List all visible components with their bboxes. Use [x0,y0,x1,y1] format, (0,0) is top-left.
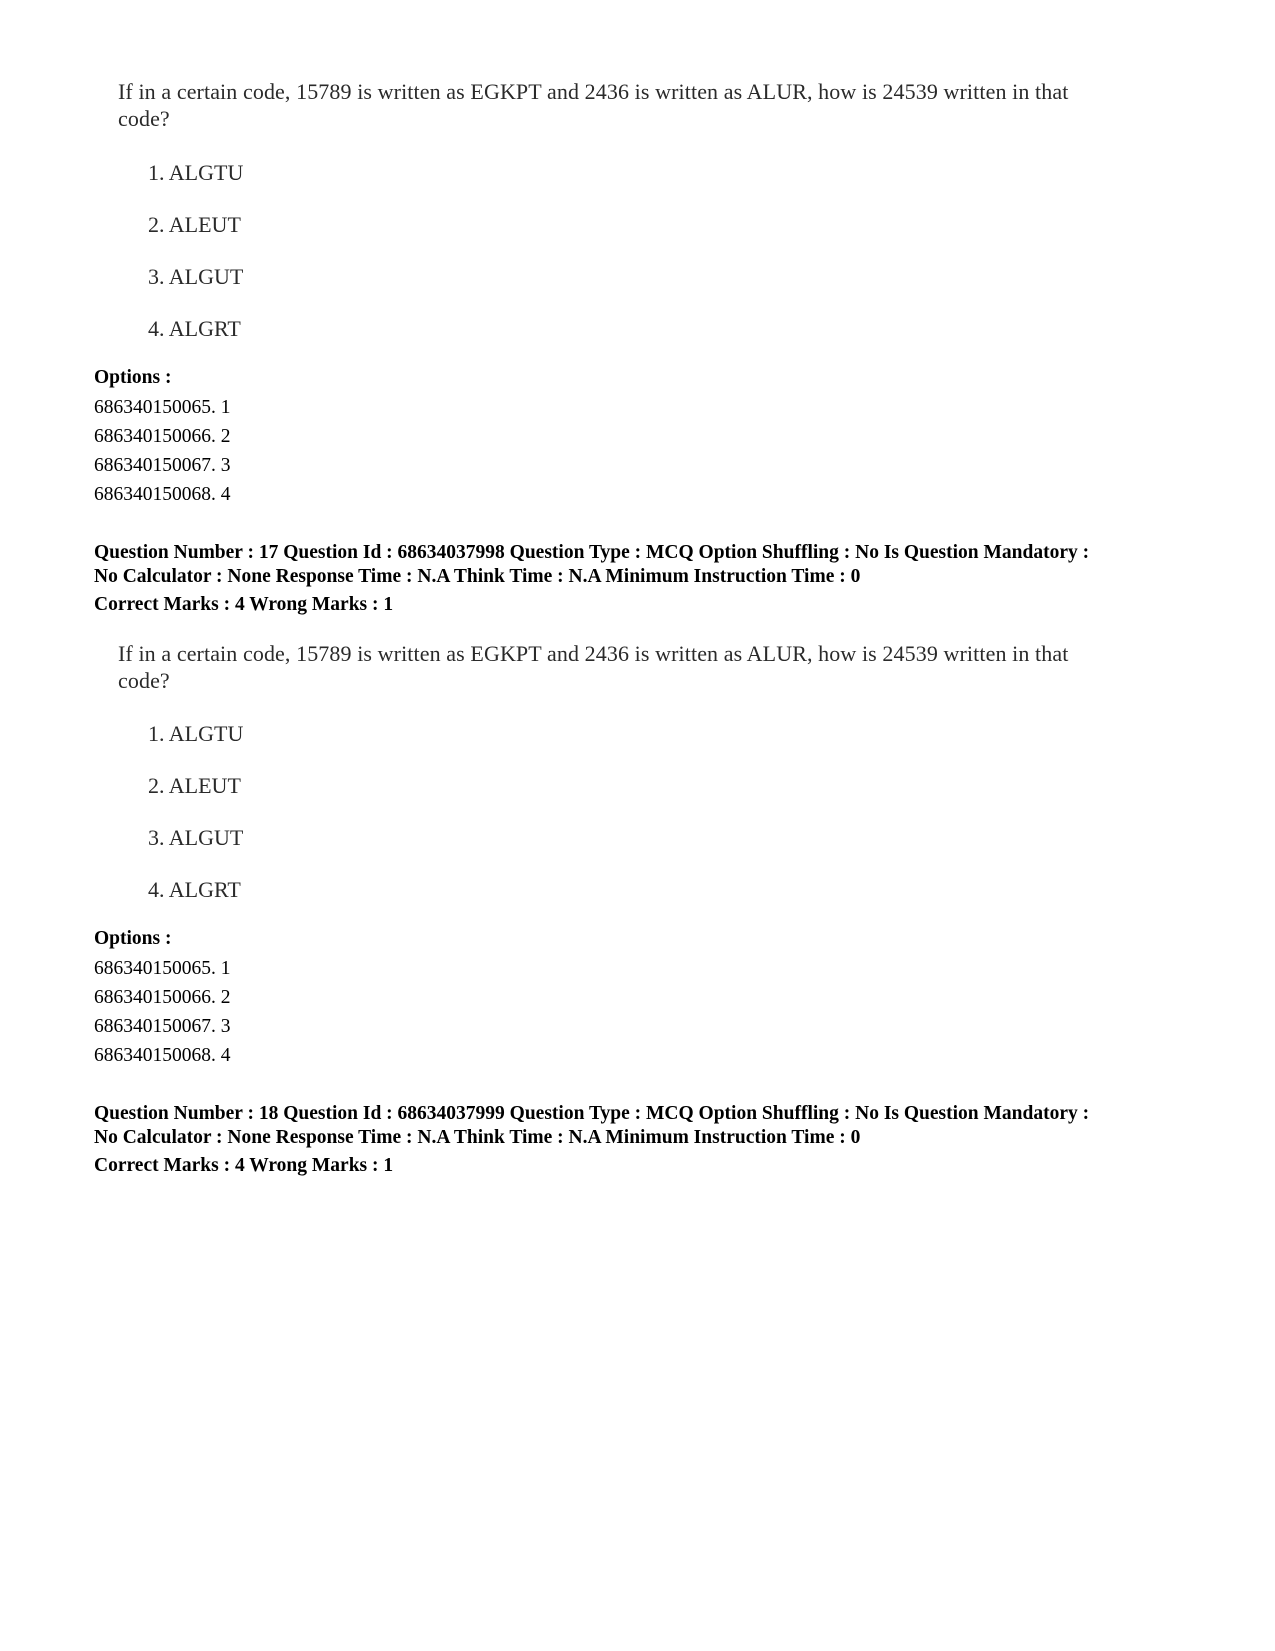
option-line: 686340150067. 3 [94,1016,231,1037]
question-17-meta-line2: No Calculator : None Response Time : N.A Think Time : N.A Minimum Instruction Time : 0 [94,566,861,587]
options-label: Options : [94,928,172,949]
option-line: 686340150066. 2 [94,426,231,447]
question-18-meta-line1: Question Number : 18 Question Id : 68634037999 Question Type : MCQ Option Shuffling : No Is Question Mandatory : [94,1103,1090,1124]
option-line: 686340150065. 1 [94,397,231,418]
question-17-image [118,640,1178,902]
question-17-meta-line1: Question Number : 17 Question Id : 68634037998 Question Type : MCQ Option Shuffling : No Is Question Mandatory : [94,542,1090,563]
question-17-header [94,541,1214,617]
question-16-text-line2: code? [118,106,170,131]
question-18-meta-line2: No Calculator : None Response Time : N.A Think Time : N.A Minimum Instruction Time : 0 [94,1127,861,1148]
question-16-choice-4: 4. ALGRT [148,316,241,341]
option-line: 686340150067. 3 [94,455,231,476]
question-17-marks: Correct Marks : 4 Wrong Marks : 1 [94,594,394,615]
question-17-choice-3: 3. ALGUT [148,825,244,850]
question-18-marks: Correct Marks : 4 Wrong Marks : 1 [94,1155,394,1176]
option-line: 686340150068. 4 [94,484,231,505]
option-line: 686340150068. 4 [94,1045,231,1066]
question-16-choice-1: 1. ALGTU [148,160,244,185]
question-16-choice-3: 3. ALGUT [148,264,244,289]
option-line: 686340150066. 2 [94,987,231,1008]
question-17-text-line1: If in a certain code, 15789 is written as EGKPT and 2436 is written as ALUR, how is 24539 written in that [118,641,1069,666]
question-16-options [94,366,1214,509]
question-16-image [118,78,1178,341]
question-17-text-line2: code? [118,668,170,693]
question-17-choice-2: 2. ALEUT [148,773,241,798]
question-18-header [94,1102,1214,1178]
question-17-options [94,927,1214,1070]
question-17-choice-1: 1. ALGTU [148,721,244,746]
options-label: Options : [94,367,172,388]
question-16-choice-2: 2. ALEUT [148,212,241,237]
option-line: 686340150065. 1 [94,958,231,979]
question-16-text-line1: If in a certain code, 15789 is written as EGKPT and 2436 is written as ALUR, how is 24539 written in that [118,79,1069,104]
question-17-choice-4: 4. ALGRT [148,877,241,902]
